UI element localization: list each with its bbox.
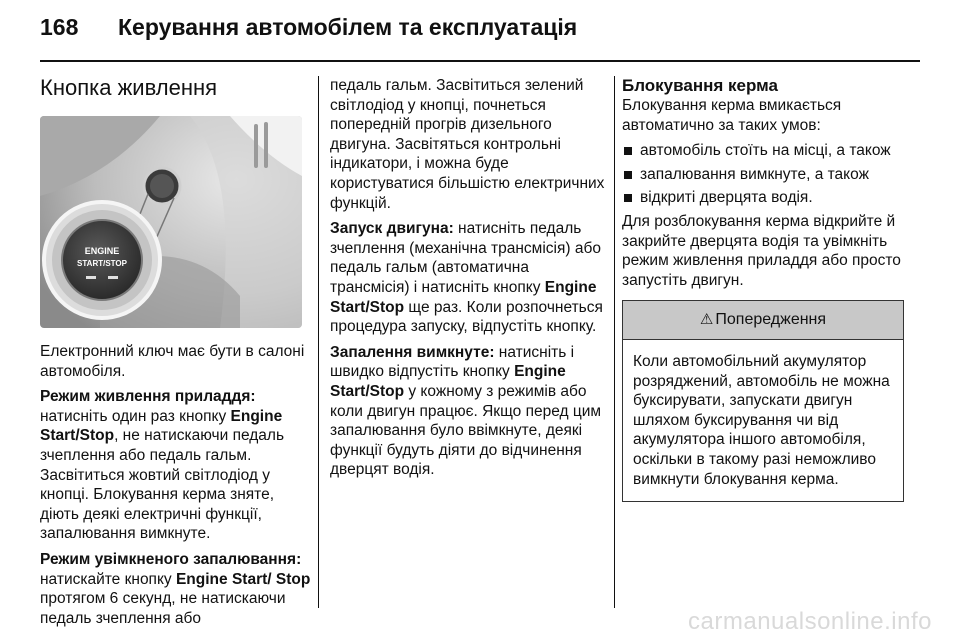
engine-start-stop-term: Engine Start/ Stop — [175, 570, 311, 588]
watermark: carmanualsonline.info — [688, 608, 932, 635]
column-1 — [40, 74, 312, 634]
header-rule — [40, 60, 920, 62]
bullet-square-icon — [624, 147, 632, 155]
text: протягом 6 секунд, не натискаючи педаль зчеплення або — [40, 590, 286, 627]
accessory-mode-label: Режим живлення приладдя: — [40, 388, 256, 406]
engine-start-paragraph — [330, 219, 606, 337]
column-3 — [622, 76, 904, 502]
section-heading-steering-lock: Блокування керма — [622, 76, 778, 95]
unlock-paragraph: Для розблокування керма відкрийте й закрийте дверцята водія та увімкніть режим живлення приладдя або просто запустіть двигун. — [622, 212, 901, 289]
ignition-off-label: Запалення вимкнуте: — [330, 343, 495, 361]
warning-header — [623, 301, 903, 340]
warning-box — [622, 300, 904, 502]
list-item — [622, 165, 904, 185]
intro-paragraph: Електронний ключ має бути в салоні автомобіля. — [40, 343, 305, 380]
ignition-on-paragraph — [40, 550, 312, 628]
warning-text: Коли автомобільний акумулятор розряджений, автомобіль не можна буксирувати, запускати двигун шляхом буксирування чи від акумулятора іншого автомобіля, оскільки в такому разі неможливо вимкнути блокування керма. — [633, 352, 890, 488]
text: , не натискаючи педаль зчеплення або педаль гальм. Засвітиться жовтий світлодіод у кнопці. Блокування керма зняте, діють деякі електричні функції, запалювання вимкнуте. — [40, 427, 285, 543]
button-label-engine: ENGINE — [84, 246, 120, 256]
text: натисніть педаль зчеплення (механічна трансмісія) або педаль гальм (автоматична трансмісія) і натисніть кнопку — [330, 220, 601, 296]
continuation-paragraph: педаль гальм. Засвітиться зелений світлодіод у кнопці, почнеться попередній прогрів дизельного двигуна. Засвітяться контрольні індикатори, і можна буде користуватися більшістю електричних функцій. — [330, 77, 605, 212]
chapter-title: Керування автомобілем та експлуатація — [118, 14, 578, 40]
text: натисніть один раз кнопку — [40, 407, 231, 425]
page-number: 168 — [40, 14, 79, 40]
condition-list — [622, 141, 904, 208]
start-button-illustration — [40, 116, 302, 328]
ignition-on-label: Режим увімкненого запалювання: — [40, 550, 302, 568]
engine-start-stop-figure — [40, 116, 302, 328]
warning-triangle-icon: ⚠ — [699, 311, 714, 329]
column-divider-2 — [614, 76, 615, 608]
column-divider-1 — [318, 76, 319, 608]
bullet-square-icon — [624, 194, 632, 202]
engine-start-stop-term: Engine Start/Stop — [330, 363, 566, 400]
page-header — [40, 14, 577, 41]
text: автомобіль стоїть на місці, а також — [640, 142, 891, 160]
button-label-start-stop: START/STOP — [77, 259, 127, 268]
list-item — [622, 188, 904, 208]
engine-start-stop-term: Engine Start/Stop — [40, 407, 283, 445]
engine-start-stop-term: Engine Start/Stop — [330, 278, 597, 316]
accessory-mode-paragraph — [40, 387, 312, 544]
column-2 — [330, 76, 606, 486]
list-item — [622, 141, 904, 161]
text: ще раз. Коли розпочнеться процедура запуску, відпустіть кнопку. — [330, 298, 603, 336]
steering-lock-intro: Блокування керма вмикається автоматично за таких умов: — [622, 97, 842, 134]
ignition-off-paragraph — [330, 343, 606, 480]
text: у кожному з режимів або коли двигун працює. Якщо перед цим запалювання було ввімкнуте, деякі функції будуть діяти до відчинення дверцят водія. — [330, 382, 602, 479]
text: відкриті дверцята водія. — [640, 189, 813, 207]
text: натискайте кнопку — [40, 570, 176, 588]
bullet-square-icon — [624, 171, 632, 179]
text: запалювання вимкнуте, а також — [640, 165, 869, 183]
section-heading-power-button: Кнопка живлення — [40, 75, 218, 100]
warning-title: Попередження — [715, 311, 827, 329]
text: натисніть і швидко відпустіть кнопку — [330, 343, 575, 381]
engine-start-label: Запуск двигуна: — [330, 220, 454, 238]
